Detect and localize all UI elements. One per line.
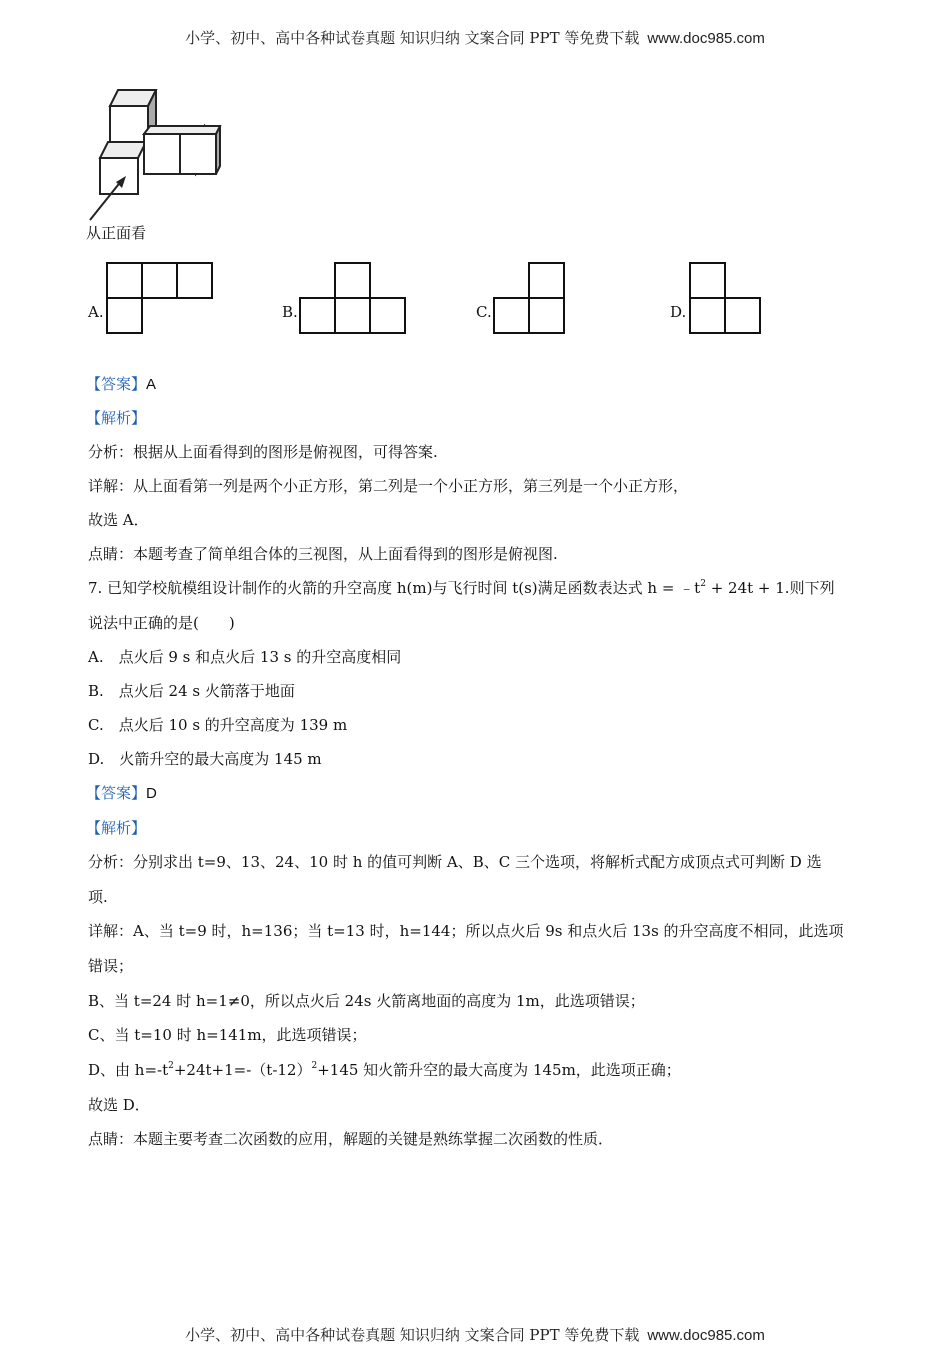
- q7-d-line: D、由 $h=-t^2+24t+1=-(t-12)^2+145$ 知火箭升空的最大高度为 145m，此选项正确；: [88, 1061, 681, 1079]
- option-b-figure[interactable]: [299, 262, 407, 336]
- q6-answer: 【答案】A: [86, 375, 157, 393]
- cube-front: [100, 158, 138, 194]
- figure-caption: 从正面看: [86, 224, 147, 242]
- cube-figure: [86, 84, 226, 246]
- option-a-figure[interactable]: [106, 262, 214, 336]
- q7-guxuan: 故选 D．: [88, 1096, 150, 1114]
- footer-url[interactable]: www.doc985.com: [647, 1327, 765, 1344]
- q6-analysis-label: 【解析】: [86, 409, 147, 427]
- option-c-figure[interactable]: [493, 262, 567, 336]
- q6-fenxi: 分析：根据从上面看得到的图形是俯视图，可得答案.: [88, 443, 438, 461]
- q7-option-a[interactable]: A. 点火后 9 s 和点火后 13 s 的升空高度相同: [88, 648, 402, 666]
- q6-dianjing: 点睛：本题考查了简单组合体的三视图，从上面看得到的图形是俯视图.: [88, 545, 558, 563]
- option-d-label[interactable]: D.: [670, 303, 687, 321]
- q7-answer: 【答案】D: [86, 784, 157, 802]
- q7-xiangjie-2: 错误；: [88, 957, 134, 975]
- option-b-label[interactable]: B.: [282, 303, 298, 321]
- q7-stem-1: 7. 已知学校航模组设计制作的火箭的升空高度 h(m)与飞行时间 t(s)满足函数表达式 $h = ﹣t^2 + 24t + 1$.则下列: [88, 579, 835, 597]
- cube-top: [110, 106, 148, 142]
- option-c-label[interactable]: C.: [476, 303, 492, 321]
- q7-fenxi-2: 项.: [88, 888, 108, 906]
- page-header: [0, 27, 950, 48]
- q7-option-c[interactable]: C. 点火后 10 s 的升空高度为 139 m: [88, 716, 348, 734]
- page-footer: [0, 1324, 950, 1345]
- footer-text: 小学、初中、高中各种试卷真题 知识归纳 文案合同 PPT 等免费下载: [185, 1326, 640, 1344]
- q7-xiangjie-1: 详解：A、当 t=9 时，h=136；当 t=13 时，h=144；所以点火后 9s 和点火后 13s 的升空高度不相同，此选项: [88, 922, 844, 940]
- option-a-label[interactable]: A.: [88, 303, 104, 321]
- header-url[interactable]: www.doc985.com: [647, 30, 765, 47]
- q7-option-d[interactable]: D. 火箭升空的最大高度为 145 m: [88, 750, 322, 768]
- q7-option-b[interactable]: B. 点火后 24 s 火箭落于地面: [88, 682, 295, 700]
- q7-dianjing: 点睛：本题主要考查二次函数的应用，解题的关键是熟练掌握二次函数的性质．: [88, 1130, 614, 1148]
- q6-xiangjie: 详解：从上面看第一列是两个小正方形，第二列是一个小正方形，第三列是一个小正方形，: [88, 477, 689, 495]
- q7-analysis-label: 【解析】: [86, 819, 147, 837]
- q7-fenxi-1: 分析：分别求出 t=9、13、24、10 时 h 的值可判断 A、B、C 三个选项，将解析式配方成顶点式可判断 D 选: [88, 853, 822, 871]
- header-text: 小学、初中、高中各种试卷真题 知识归纳 文案合同 PPT 等免费下载: [185, 29, 640, 47]
- q7-b-line: B、当 t=24 时 h=1≠0，所以点火后 24s 火箭离地面的高度为 1m，此选项错误；: [88, 992, 645, 1010]
- q7-c-line: C、当 t=10 时 h=141m，此选项错误；: [88, 1026, 367, 1044]
- option-d-figure[interactable]: [689, 262, 763, 336]
- q6-guxuan: 故选 A．: [88, 511, 149, 529]
- q7-stem-2: 说法中正确的是( ): [88, 614, 235, 632]
